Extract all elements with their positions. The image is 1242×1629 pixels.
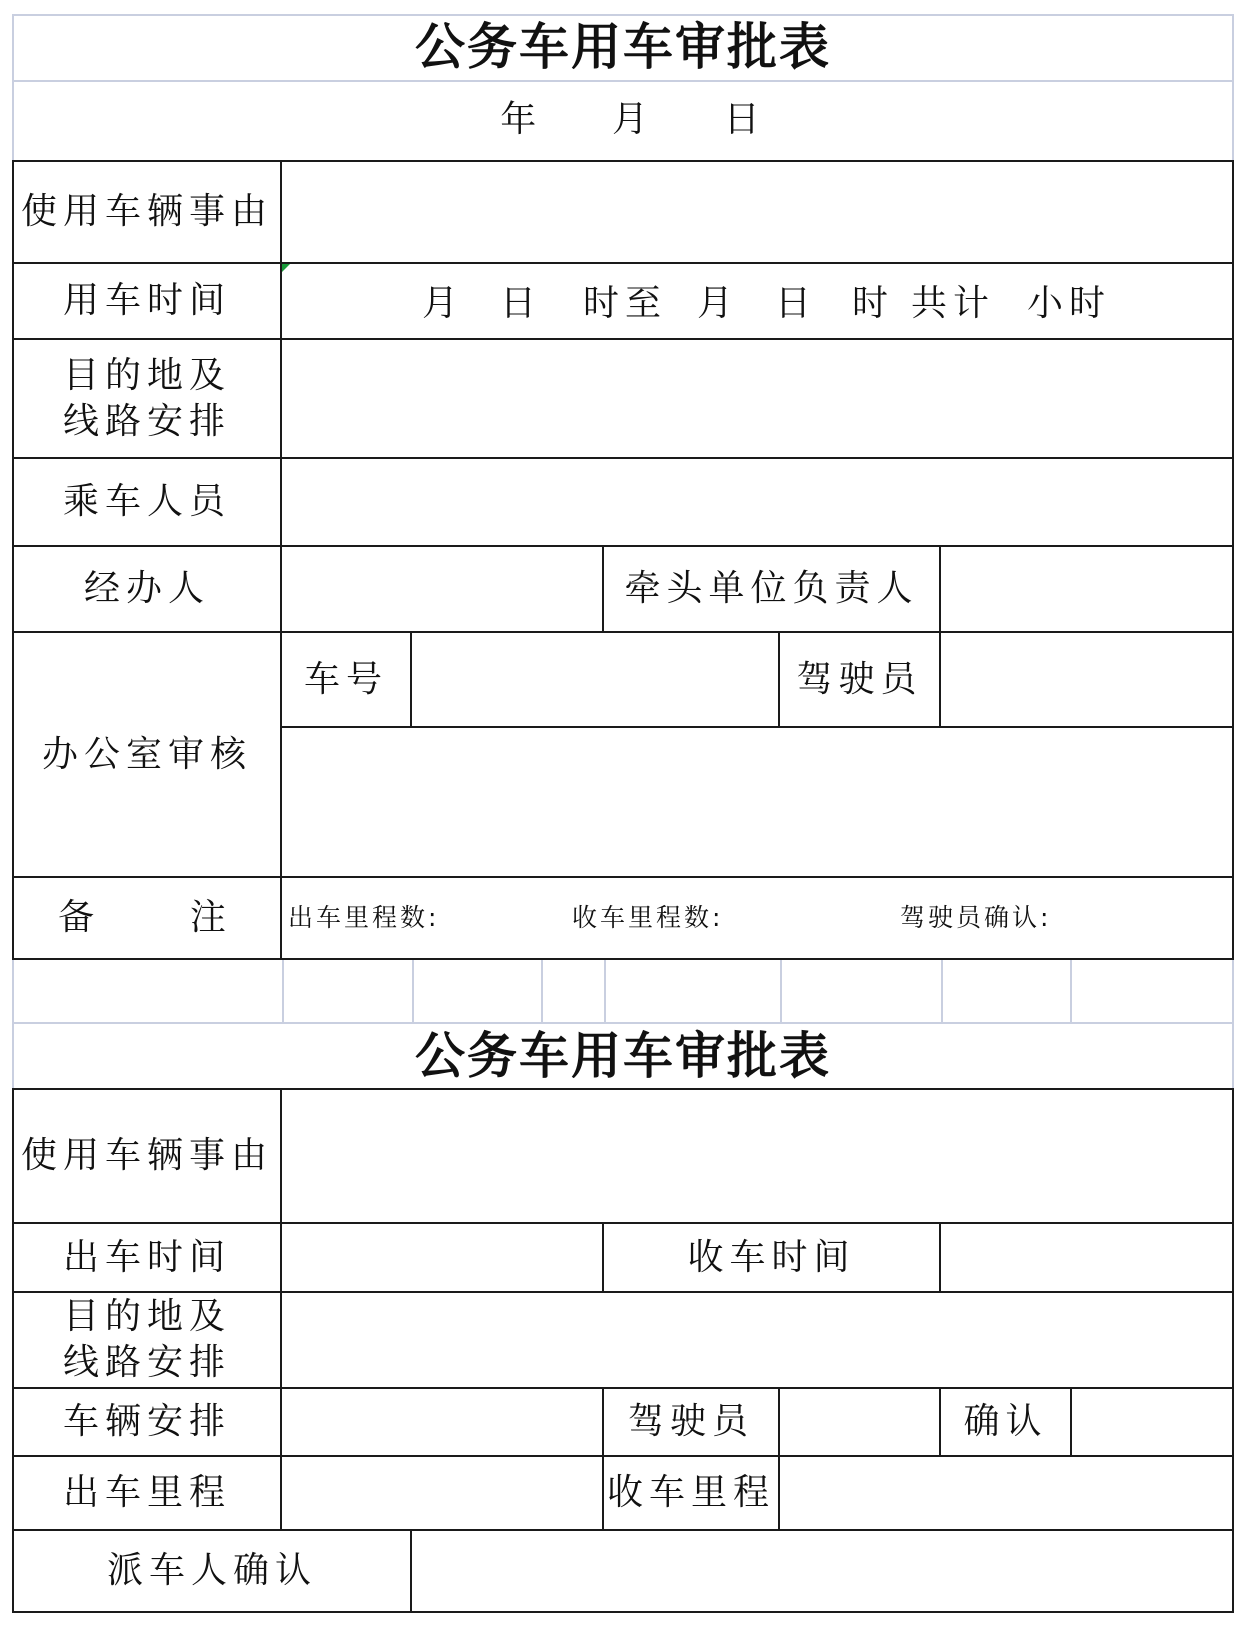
handler-label: 经办人: [83, 568, 210, 609]
time-hour-to: 时至: [582, 283, 667, 324]
gridline: [1070, 960, 1072, 1022]
gridline: [604, 960, 606, 1022]
return-mileage-label: 收车里程: [606, 1472, 775, 1513]
out-mileage-input[interactable]: [282, 1457, 602, 1529]
out-mileage-label: 出车里程: [62, 1472, 231, 1513]
reason-label: 使用车辆事由: [20, 191, 273, 232]
border: [1232, 1088, 1234, 1613]
out-time-label: 出车时间: [62, 1236, 231, 1278]
border: [14, 1611, 1234, 1613]
border: [14, 958, 1234, 960]
use-time-label: 用车时间: [62, 280, 231, 321]
lead-unit-input[interactable]: [941, 547, 1232, 631]
dispatcher-input[interactable]: [412, 1531, 1232, 1611]
time-day-2: 日: [774, 283, 811, 324]
border: [1232, 160, 1234, 960]
form2-reason-input[interactable]: [282, 1090, 1232, 1222]
confirm-input[interactable]: [1072, 1389, 1232, 1455]
destination-label: [14, 340, 280, 457]
in-mileage-note: 收车里程数:: [572, 903, 724, 932]
time-day-1: 日: [499, 283, 536, 324]
reason-input[interactable]: [282, 162, 1232, 262]
time-month-1: 月: [421, 283, 458, 324]
handler-input[interactable]: [282, 547, 602, 631]
destination-label-line1: 目的地及: [62, 354, 231, 396]
gridline: [541, 960, 543, 1022]
gridline: [941, 960, 943, 1022]
form2-destination-label-line2: 线路安排: [62, 1342, 231, 1383]
cell-comment-marker: [282, 264, 290, 272]
gridline: [282, 960, 284, 1022]
gridline: [1232, 960, 1234, 1090]
time-hours: 小时: [1026, 283, 1111, 324]
office-review-label: 办公室审核: [41, 733, 252, 775]
lead-unit-label: 牵头单位负责人: [624, 568, 919, 609]
form2-destination-label: [14, 1293, 280, 1387]
car-number-input[interactable]: [412, 633, 778, 726]
form2-driver-input[interactable]: [780, 1389, 939, 1455]
form2-destination-input[interactable]: [282, 1293, 1232, 1387]
out-time-input[interactable]: [282, 1224, 602, 1291]
car-number-label: 车号: [303, 658, 388, 700]
gridline: [1232, 14, 1234, 162]
passengers-label: 乘车人员: [62, 481, 231, 522]
gridline: [780, 960, 782, 1022]
time-month-2: 月: [696, 283, 733, 324]
date-line: 年 月 日: [500, 99, 766, 140]
remarks-label: 备 注: [58, 897, 236, 938]
return-mileage-input[interactable]: [780, 1457, 1232, 1529]
vehicle-input[interactable]: [282, 1389, 602, 1455]
confirm-label: 确认: [963, 1401, 1048, 1442]
gridline: [412, 960, 414, 1022]
form2-reason-label: 使用车辆事由: [20, 1135, 273, 1176]
return-time-input[interactable]: [941, 1224, 1232, 1291]
driver-label: 驾驶员: [796, 658, 923, 700]
out-mileage-note: 出车里程数:: [288, 903, 440, 932]
driver-confirm-note: 驾驶员确认:: [900, 903, 1052, 932]
form2-title: 公务车用车审批表: [415, 1026, 831, 1085]
destination-label-line2: 线路安排: [62, 400, 231, 442]
return-time-label: 收车时间: [687, 1236, 856, 1278]
destination-input[interactable]: [282, 340, 1232, 457]
form2-driver-label: 驾驶员: [627, 1401, 754, 1442]
dispatcher-label: 派车人确认: [106, 1550, 317, 1591]
form1-title: 公务车用车审批表: [415, 17, 831, 76]
vehicle-label: 车辆安排: [62, 1401, 231, 1442]
passengers-input[interactable]: [282, 459, 1232, 545]
time-hour-2: 时: [851, 283, 888, 324]
form2-destination-label-line1: 目的地及: [62, 1296, 231, 1337]
driver-input[interactable]: [941, 633, 1232, 726]
office-review-input[interactable]: [282, 728, 1232, 876]
time-total: 共计: [910, 283, 995, 324]
